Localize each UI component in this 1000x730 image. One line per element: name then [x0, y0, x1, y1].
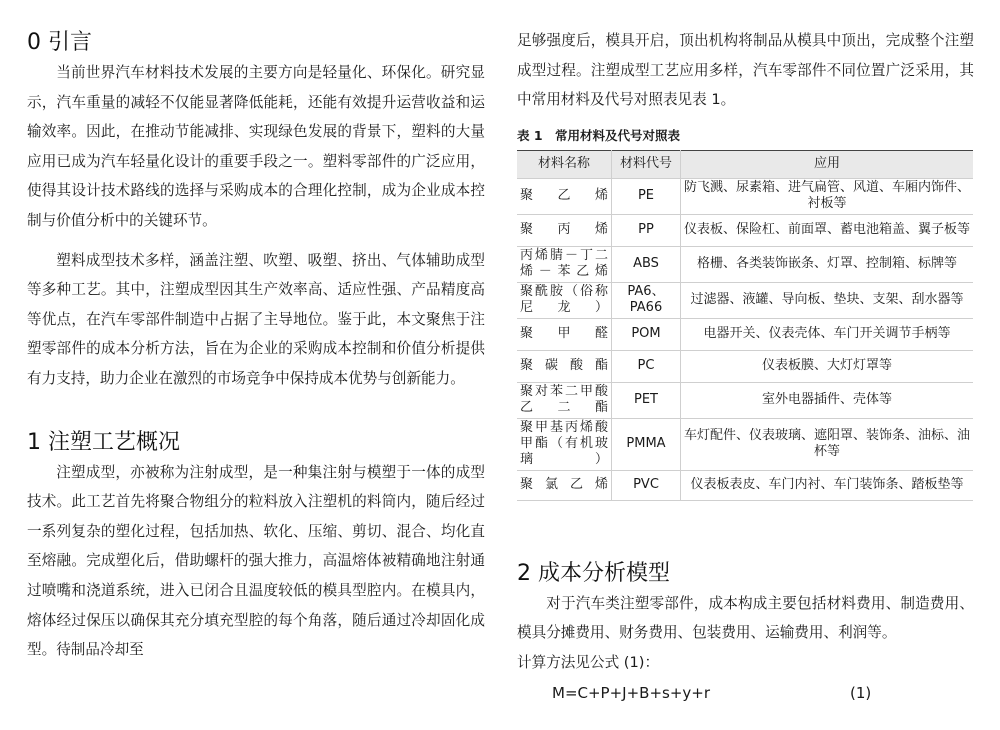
material-name: 聚对苯二甲酸乙二酯	[517, 382, 612, 418]
material-code: PA6、PA66	[612, 282, 681, 318]
table-row	[517, 470, 973, 500]
table-caption: 表 1 常用材料及代号对照表	[517, 127, 681, 143]
material-code: PE	[612, 178, 681, 214]
material-application: 电器开关、仪表壳体、车门开关调节手柄等	[681, 318, 974, 350]
cost-paragraph-2: 计算方法见公式 (1)：	[517, 653, 660, 671]
material-code: ABS	[612, 246, 681, 282]
material-name: 聚氯乙烯	[517, 470, 612, 500]
material-name: 聚酰胺（俗称尼龙）	[517, 282, 612, 318]
header-material-name: 材料名称	[517, 150, 612, 178]
material-code: PC	[612, 350, 681, 382]
section-2-heading: 2 成本分析模型	[517, 560, 670, 586]
injection-paragraph-1: 注塑成型，亦被称为注射成型，是一种集注射与模塑于一体的成型技术。此工艺首先将聚合物组分的粒料放入注塑机的料筒内，随后经过一系列复杂的塑化过程，包括加热、软化、压缩、剪切、混合、均化直至熔融。完成塑化后，借助螺杆的强大推力，高温熔体被精确地注射通过喷嘴和浇道系统，进入已闭合且温度较低的模具型腔内。在模具内，熔体经过保压以确保其充分填充型腔的每个角落，随后通过冷却固化成型。待制品冷却至	[27, 463, 485, 659]
materials-table	[517, 150, 973, 501]
table-header-row	[517, 150, 973, 178]
material-code: POM	[612, 318, 681, 350]
table-row	[517, 282, 973, 318]
cost-paragraph-1: 对于汽车类注塑零部件，成本构成主要包括材料费用、制造费用、模具分摊费用、财务费用、包装费用、运输费用、利润等。	[517, 594, 974, 642]
formula-number: (1)	[850, 684, 872, 702]
material-code: PMMA	[612, 418, 681, 470]
material-application: 过滤器、液罐、导向板、垫块、支架、刮水器等	[681, 282, 974, 318]
material-name: 聚碳酸酯	[517, 350, 612, 382]
material-name: 丙烯腈－丁二烯－苯乙烯	[517, 246, 612, 282]
section-0-heading: 0 引言	[27, 30, 92, 55]
material-application: 格栅、各类装饰嵌条、灯罩、控制箱、标牌等	[681, 246, 974, 282]
table-row	[517, 246, 973, 282]
material-name: 聚丙烯	[517, 214, 612, 246]
table-row	[517, 418, 973, 470]
table-row	[517, 318, 973, 350]
cost-formula: M=C+P+J+B+s+y+r	[552, 684, 711, 702]
material-application: 仪表板表皮、车门内衬、车门装饰条、踏板垫等	[681, 470, 974, 500]
section-1-heading: 1 注塑工艺概况	[27, 429, 180, 455]
material-code: PVC	[612, 470, 681, 500]
material-application: 防飞溅、尿素箱、进气扁管、风道、车厢内饰件、衬板等	[681, 178, 974, 214]
left-column	[27, 0, 485, 665]
material-application: 仪表板膜、大灯灯罩等	[681, 350, 974, 382]
material-application: 车灯配件、仪表玻璃、遮阳罩、装饰条、油标、油杯等	[681, 418, 974, 470]
intro-paragraph-1: 当前世界汽车材料技术发展的主要方向是轻量化、环保化。研究显示，汽车重量的减轻不仅能显著降低能耗，还能有效提升运营收益和运输效率。因此，在推动节能减排、实现绿色发展的背景下，塑料的大量应用已成为汽车轻量化设计的重要手段之一。塑料零部件的广泛应用，使得其设计技术路线的选择与采购成本的合理化控制，成为企业成本控制与价值分析中的关键环节。	[27, 64, 485, 229]
material-name: 聚甲醛	[517, 318, 612, 350]
material-application: 室外电器插件、壳体等	[681, 382, 974, 418]
material-name: 聚甲基丙烯酸甲酯（有机玻璃）	[517, 418, 612, 470]
table-row	[517, 178, 973, 214]
table-row	[517, 214, 973, 246]
right-column	[517, 0, 974, 678]
table-row	[517, 350, 973, 382]
intro-paragraph-2: 塑料成型技术多样，涵盖注塑、吹塑、吸塑、挤出、气体辅助成型等多种工艺。其中，注塑成型因其生产效率高、适应性强、产品精度高等优点，在汽车零部件制造中占据了主导地位。鉴于此，本文聚焦于注塑零部件的成本分析方法，旨在为企业的采购成本控制和价值分析提供有力支持，助力企业在激烈的市场竞争中保持成本优势与创新能力。	[27, 251, 485, 387]
material-code: PP	[612, 214, 681, 246]
header-material-code: 材料代号	[612, 150, 681, 178]
material-code: PET	[612, 382, 681, 418]
material-application: 仪表板、保险杠、前面罩、蓄电池箱盖、翼子板等	[681, 214, 974, 246]
continued-paragraph: 足够强度后，模具开启，顶出机构将制品从模具中顶出，完成整个注塑成型过程。注塑成型工艺应用多样，汽车零部件不同位置广泛采用，其中常用材料及代号对照表见表 1。	[517, 32, 974, 109]
material-name: 聚乙烯	[517, 178, 612, 214]
header-application: 应用	[681, 150, 974, 178]
table-row	[517, 382, 973, 418]
